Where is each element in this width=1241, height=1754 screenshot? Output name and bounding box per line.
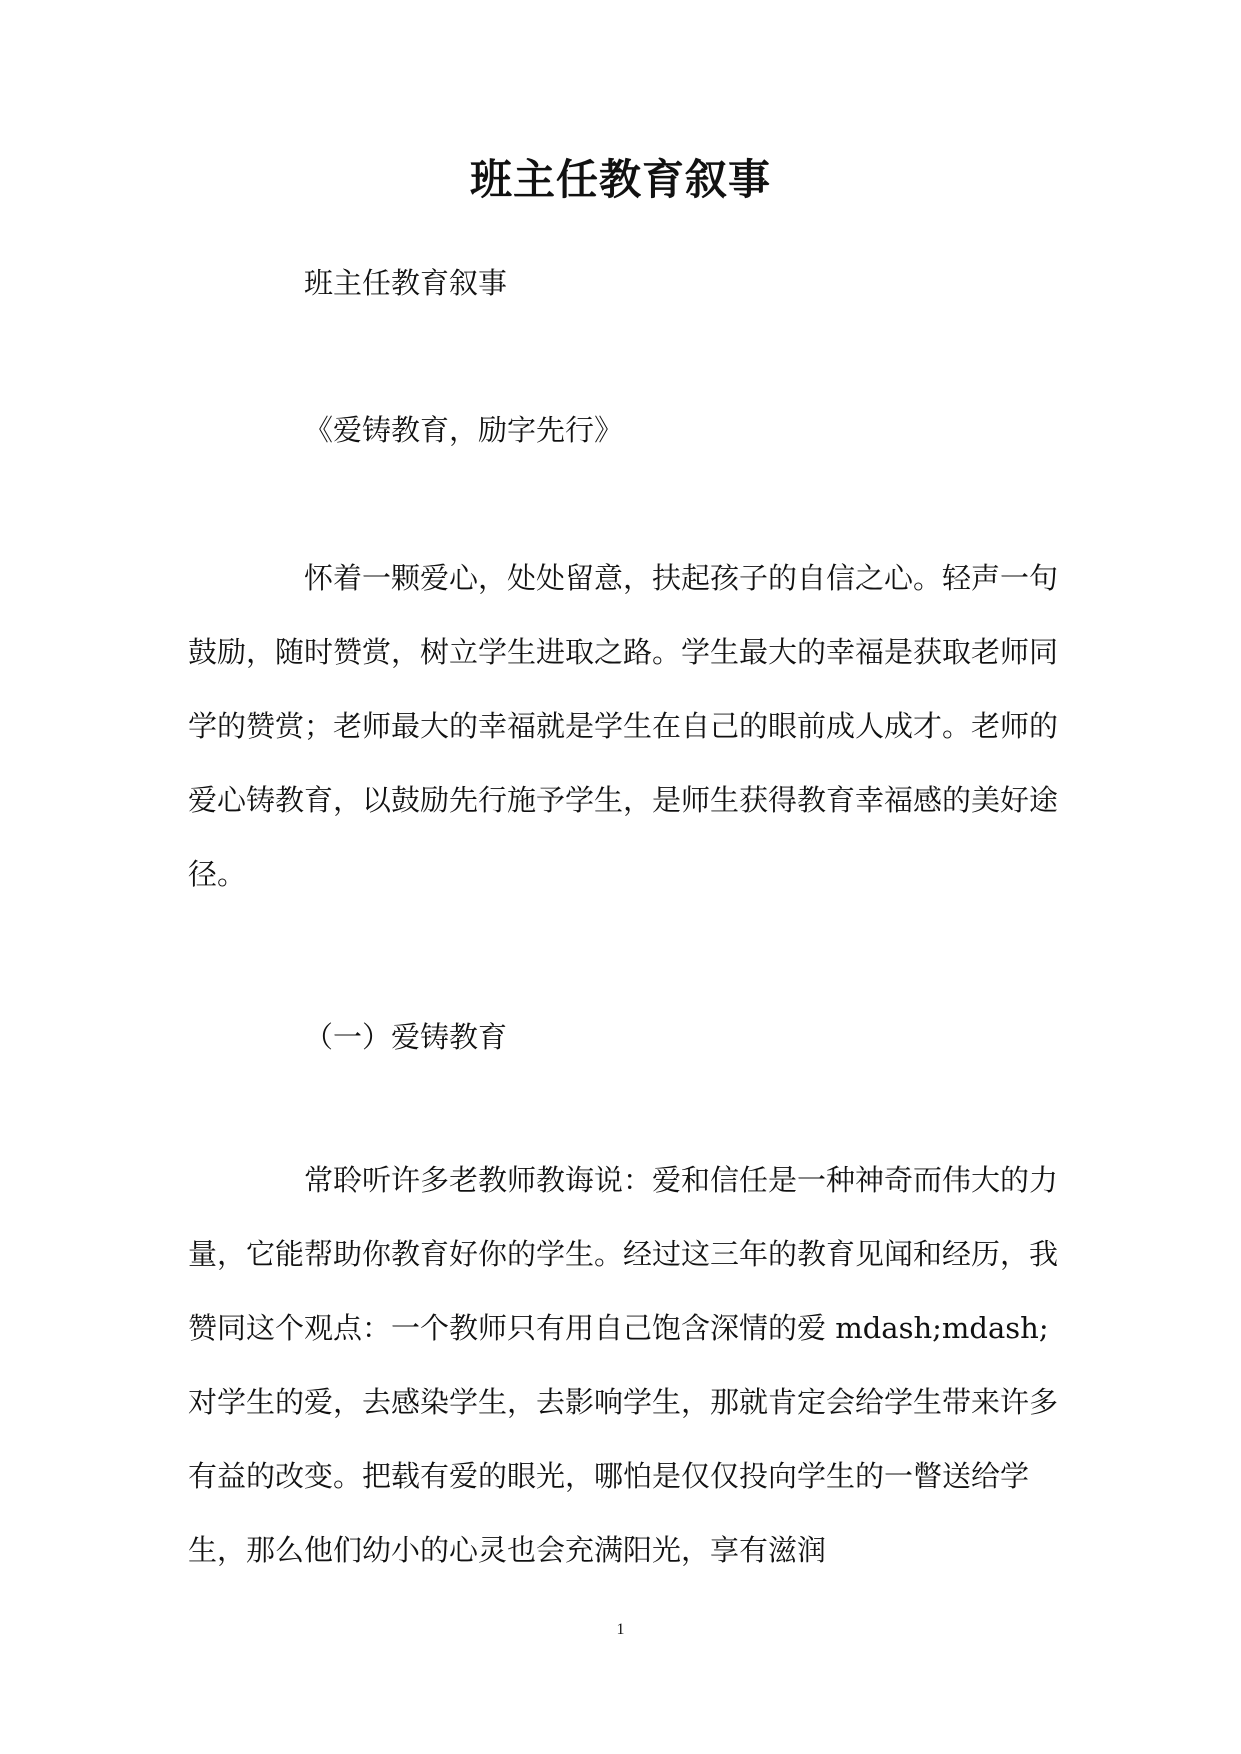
book-title: 《爱铸教育，励字先行》 (304, 413, 624, 447)
paragraph-1 (188, 541, 1058, 911)
page-number: 1 (616, 1621, 625, 1638)
paragraph-1-text: 怀着一颗爱心，处处留意，扶起孩子的自信之心。轻声一句鼓励，随时赞赏，树立学生进取之路。学生最大的幸福是获取老师同学的赞赏；老师最大的幸福就是学生在自己的眼前成人成才。老师的爱心铸教育，以鼓励先行施予学生，是师生获得教育幸福感的美好途径。 (188, 561, 1059, 891)
document-title: 班主任教育叙事 (469, 155, 771, 204)
paragraph-2 (188, 1143, 1058, 1587)
paragraph-2-text: 常聆听许多老教师教诲说：爱和信任是一种神奇而伟大的力量，它能帮助你教育好你的学生。经过这三年的教育见闻和经历，我赞同这个观点：一个教师只有用自己饱含深情的爱 mdash;mdash;对学生的爱，去感染学生，去影响学生，那就肯定会给学生带来许多有益的改变。把载有爱的眼光，哪怕是仅仅投向学生的一瞥送给学生，那么他们幼小的心灵也会充满阳光，享有滋润 (188, 1163, 1059, 1567)
section-heading: （一）爱铸教育 (304, 1020, 508, 1054)
document-subtitle: 班主任教育叙事 (304, 266, 508, 300)
